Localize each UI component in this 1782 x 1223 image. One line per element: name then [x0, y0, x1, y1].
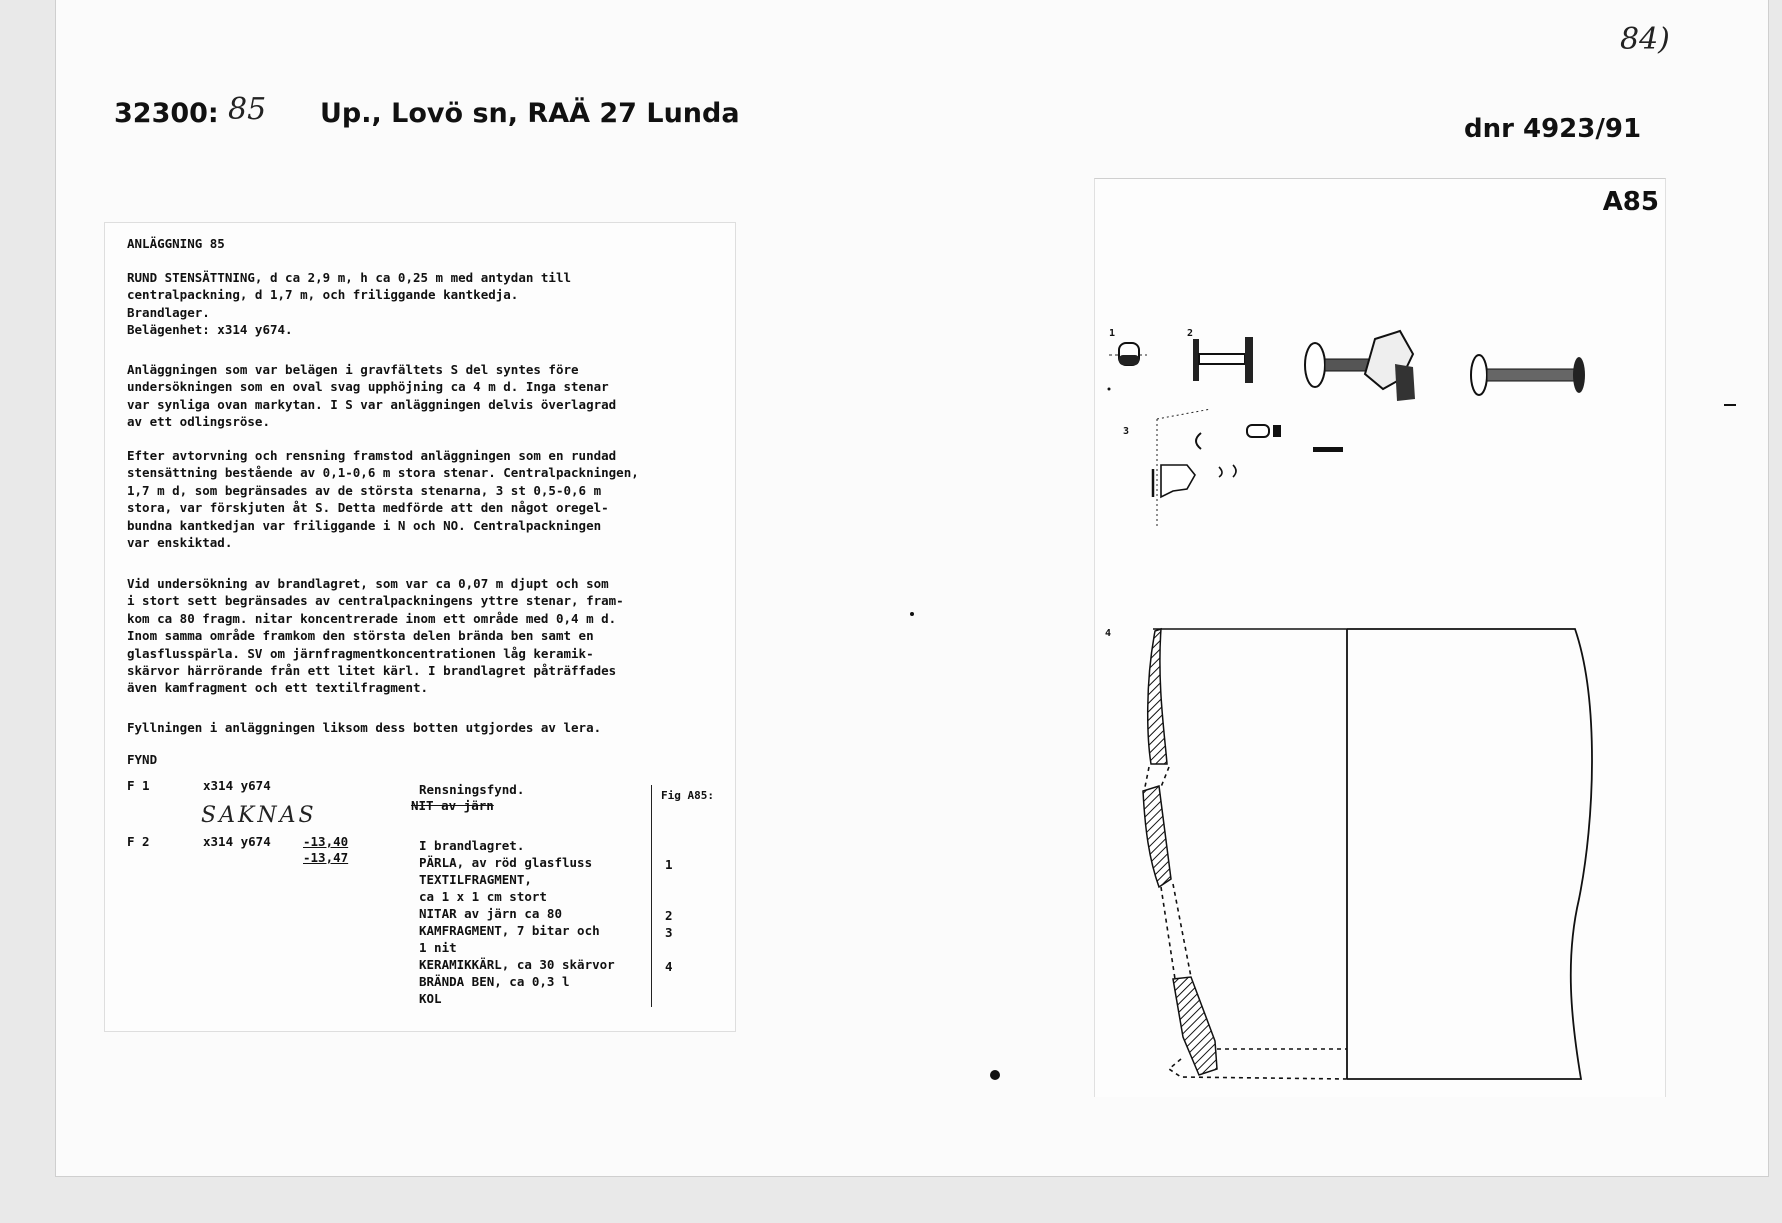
find-item-fig: 2	[665, 908, 673, 923]
find-struck-item: NIT av järn	[411, 798, 494, 813]
find-coords: x314 y674	[203, 778, 271, 793]
rivet-drawing	[1471, 355, 1585, 395]
find-id: F 2	[127, 834, 150, 849]
find-item-text: KERAMIKKÄRL, ca 30 skärvor	[419, 957, 615, 972]
find-coords: x314 y674	[203, 834, 271, 849]
find-context: Rensningsfynd.	[419, 782, 525, 797]
site-title: Up., Lovö sn, RAÄ 27 Lunda	[320, 98, 740, 129]
description-card	[104, 222, 736, 1032]
figure-number: 4	[1105, 628, 1112, 639]
find-item-fig: 1	[665, 857, 673, 872]
paragraph-before: Anläggningen som var belägen i gravfältets S del syntes före undersökningen som en oval svag upphöjning ca 4 m d. Inga stenar var synliga ovan markytan. I S var anläggningen delvis överlagrad av ett odlingsröse.	[127, 362, 617, 430]
paragraph-fill: Fyllningen i anläggningen liksom dess botten utgjordes av lera.	[127, 720, 602, 735]
find-item-text: I brandlagret.	[419, 838, 525, 853]
card-title: ANLÄGGNING 85	[127, 236, 225, 251]
handwritten-saknas: SAKNAS	[201, 803, 317, 828]
find-id: F 1	[127, 778, 150, 793]
find-depth-1: -13,40	[303, 834, 349, 849]
find-item-text: NITAR av järn ca 80	[419, 906, 562, 921]
figure-number: 1	[1109, 328, 1116, 339]
find-item-text: KOL	[419, 991, 442, 1006]
fynd-heading: FYND	[127, 752, 158, 767]
find-item-text: TEXTILFRAGMENT,	[419, 872, 532, 887]
paragraph-summary: RUND STENSÄTTNING, d ca 2,9 m, h ca 0,25 m med antydan till centralpackning, d 1,7 m, och friliggande kantkedja. Brandlager. Belägenhet: x314 y674.	[127, 270, 572, 338]
find-item-text: BRÄNDA BEN, ca 0,3 l	[419, 974, 570, 989]
comb-fragment-drawing	[1153, 409, 1343, 529]
figure-column-header: Fig A85:	[661, 789, 714, 802]
rivet-drawing	[1193, 337, 1253, 383]
figure-number: 2	[1187, 328, 1194, 339]
find-item-text: KAMFRAGMENT, 7 bitar och	[419, 923, 600, 938]
find-item-fig: 4	[665, 959, 673, 974]
find-item-text: ca 1 x 1 cm stort	[419, 889, 547, 904]
figure-column-divider	[651, 785, 652, 1007]
find-item-text: PÄRLA, av röd glasfluss	[419, 855, 593, 870]
find-item-text: 1 nit	[419, 940, 457, 955]
corner-handwritten-number: 84)	[1620, 22, 1670, 57]
bead-drawing	[1108, 343, 1148, 391]
figure-panel	[1094, 178, 1666, 1097]
stray-mark	[910, 612, 914, 616]
catalog-number: 32300:	[114, 98, 219, 129]
stray-mark	[1724, 404, 1736, 406]
find-depth-2: -13,47	[303, 850, 349, 865]
paragraph-brandlager: Vid undersökning av brandlagret, som var ca 0,07 m djupt och som i stort sett begränsades av centralpackningens yttre stenar, fram- kom ca 80 fragm. nitar koncentrerade inom ett område med 0,4 m d. Inom samma område framkom den största delen brända ben samt en glasflusspärla. SV om järnfragmentkoncentrationen låg keramik- skärvor härrörande från ett litet kärl. I brandlagret påträffades även kamfragment och ett textilfragment.	[127, 576, 624, 696]
paragraph-excavation: Efter avtorvning och rensning framstod anläggningen som en rundad stensättning bestående av 0,1-0,6 m stora stenar. Centralpackningen, 1,7 m d, som begränsades av de största stenarna, 3 st 0,5-0,6 m stora, var förskjuten åt S. Detta medförde att den något oregel- bundna kantkedjan var friliggande i N och NO. Centralpackningen var enskiktad.	[127, 448, 639, 551]
stray-mark	[990, 1070, 1000, 1080]
ceramic-vessel-drawing	[1143, 629, 1592, 1079]
find-item-fig: 3	[665, 925, 673, 940]
rivet-fragment-drawing	[1305, 331, 1415, 401]
figure-drawings	[1095, 179, 1665, 1097]
figure-number: 3	[1123, 426, 1130, 437]
dnr-number: dnr 4923/91	[1464, 114, 1642, 144]
figure-label: A85	[1602, 187, 1659, 217]
catalog-number-handwritten: 85	[228, 92, 267, 127]
